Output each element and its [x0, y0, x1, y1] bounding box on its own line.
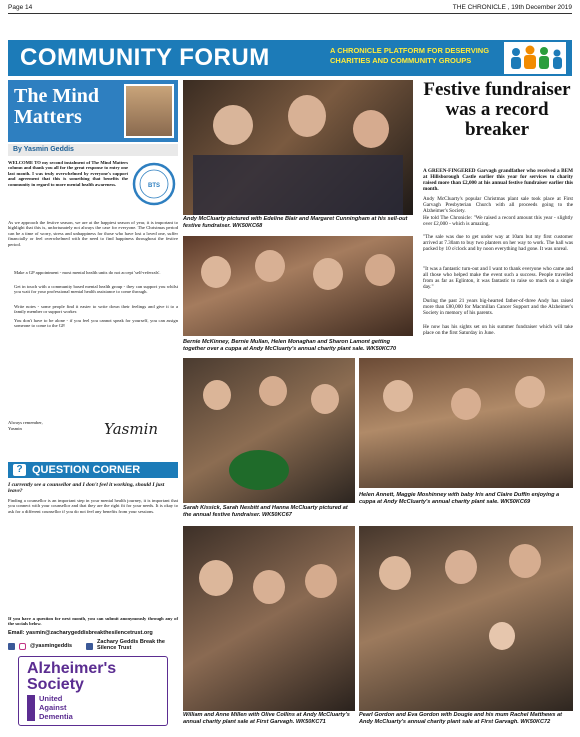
facebook-icon[interactable] [8, 643, 15, 650]
signoff: Always remember, [8, 420, 43, 425]
alz-line3: United [39, 694, 63, 703]
logo-bar [27, 695, 35, 721]
story-p3: "The sale was due to get under way at 10am but my first customer arrived at 7.30am to buy two planters on her way to work. The hall was packed by 10 o'clock and by noon everything had gone. It was unreal. [423, 234, 573, 253]
caption-wk50kc67: Sarah Kissick, Sarah Nesbitt and Hanna McCluarty pictured at the annual festive fundraiser. WK50KC67 [183, 505, 348, 518]
mind-body: As we approach the festive season, we are at the happiest season of year, it is important to highlight that this is, unfortunately not always the case for everyone. The Christmas period can be a time of worry, stress and unhappiness for those who have lost a loved one, suffer financially or feel overwhelmed with the need to find happiness throughout the festive period. [8, 220, 178, 247]
story-p6: He now has his sights set on his summer fundraiser which will take place on the first Saturday in June. [423, 324, 573, 337]
question-text: I currently see a counsellor and I don't feel it working, should I just leave? [8, 482, 165, 495]
photo-wk50kc72 [359, 526, 573, 711]
alz-line1: Alzheimer's [27, 660, 117, 677]
mind-title-line2: Matters [14, 106, 82, 128]
story-headline: Festive fundraiser was a record breaker [423, 79, 571, 140]
email-link[interactable]: Email: yasmin@zacharygeddisbreakthesilencetrust.org [8, 630, 153, 636]
facebook-icon[interactable] [86, 643, 93, 650]
photo-wk50kc68 [183, 80, 413, 215]
caption-wk50kc69: Helen Annett, Maggie Moshinney with baby Iris and Claire Duffin enjoying a cuppa at Andy McCluarty's annual charity plant sale. WK50KC69 [359, 492, 560, 505]
alzheimers-society-logo [18, 656, 168, 726]
photo-wk50kc69 [359, 358, 573, 488]
social-handle[interactable]: @yasmingeddis [30, 643, 73, 649]
social-trust[interactable]: Zachary Geddis Break the Silence Trust [97, 639, 165, 651]
byline: By Yasmin Geddis [8, 144, 178, 156]
story-lede: A GREEN-FINGERED Garvagh grandfather who received a BEM at Hillsborough Castle earlier this year for services to charity raised more than £2,000 at his annual festive fundraiser earlier this month. [423, 168, 573, 193]
photo-wk50kc70 [183, 236, 413, 336]
mind-matters-column [8, 80, 178, 730]
answer-text: Finding a counsellor is an important step in your mental health journey, it is important that you connect with your counsellor and that they are the right fit for your needs. It is okay to ask for a different counsellor if you do not feel any benefits from your sessions. [8, 498, 178, 514]
community-people-icon [504, 42, 566, 74]
mind-tip-1: Make a GP appointment - most mental health units do not accept 'self-referrals'. [14, 270, 161, 275]
story-p4: "It was a fantastic turn-out and I want to thank everyone who came and all those who helped make the event such a success. People travelled from as far as Eglinton, it was fantastic to raise so much on a single day." [423, 266, 573, 291]
banner-subtitle: A CHRONICLE PLATFORM FOR DESERVING CHARITIES AND COMMUNITY GROUPS [330, 46, 490, 65]
instagram-icon[interactable] [19, 643, 26, 650]
publication-date: THE CHRONICLE , 19th December 2019 [452, 4, 572, 11]
question-mark-icon: ? [13, 464, 26, 476]
page-header [8, 4, 572, 14]
mind-tip-4: You don't have to be alone - if you feel you cannot speak for yourself, you can assign someone to come to the GP. [14, 318, 178, 329]
mind-intro: WELCOME TO my second instalment of The Mind Matters column and thank you all for the great response to entry one last month. I was truly overwhelmed by everyone's support and agreement that this is something that benefits the community in regard to more mental health awareness. [8, 160, 128, 187]
photo-wk50kc71 [183, 526, 355, 711]
banner-title: COMMUNITY FORUM [20, 44, 270, 71]
question-corner-header: ? QUESTION CORNER [8, 462, 178, 478]
alz-line4: Against [39, 703, 67, 712]
mind-tip-3: Write notes - some people find it easier to write down their feelings and give it to a family member or support worker. [14, 304, 178, 315]
signature: Yasmin [104, 420, 159, 438]
page-number: Page 14 [8, 4, 33, 11]
caption-wk50kc71: William and Anne Millen with Olive Collins at Andy McCluarty's annual charity plant sale at First Garvagh. WK50KC71 [183, 712, 350, 725]
caption-wk50kc68: Andy McCluarty pictured with Edeline Blair and Margaret Cunningham at his sell-out festive fundraiser. WK50KC68 [183, 216, 408, 229]
signoff-name: Yasmin [8, 426, 22, 431]
community-forum-banner [8, 40, 572, 76]
mind-title-line1: The Mind [14, 85, 100, 107]
mind-matters-header [8, 80, 178, 142]
story-p2: He told The Chronicle: "We raised a record amount this year - slightly over £2,000 - which is amazing. [423, 215, 573, 228]
mind-tip-2: Get in touch with a community based mental health group - they can support you whilst you wait for your professional mental health assistance to come through. [14, 284, 178, 295]
photo-wk50kc67 [183, 358, 355, 503]
columnist-photo [124, 84, 174, 138]
caption-wk50kc70: Bernie McKinney, Bernie Mullan, Helen Monaghan and Sharon Lamont getting together over a cuppa at Andy McCluarty's annual charity plant sale. WK50KC70 [183, 339, 397, 352]
story-p1: Andy McCluarty's popular Christmas plant sale took place at First Garvagh Presbyterian Church with all proceeds going to the Alzheimer's Society. [423, 196, 573, 215]
svg-text:BTS: BTS [148, 183, 160, 189]
alz-line5: Dementia [39, 712, 73, 721]
social-row [8, 640, 178, 652]
question-footer: If you have a question for next month, you can submit anonymously through any of the socials below. [8, 616, 178, 627]
caption-wk50kc72: Pearl Gordon and Eva Gordon with Dougie and his mum Rachel Matthews at Andy McCluarty's annual charity plant sale at First Garvagh. WK50KC72 [359, 712, 562, 725]
alz-line2: Society [27, 676, 84, 693]
story-p5: During the past 21 years big-hearted father-of-three Andy has raised more than £80,000 for Macmillan Cancer Support and the Alzheimer's Society in memory of his parents. [423, 298, 573, 317]
break-the-silence-stamp [132, 162, 176, 206]
